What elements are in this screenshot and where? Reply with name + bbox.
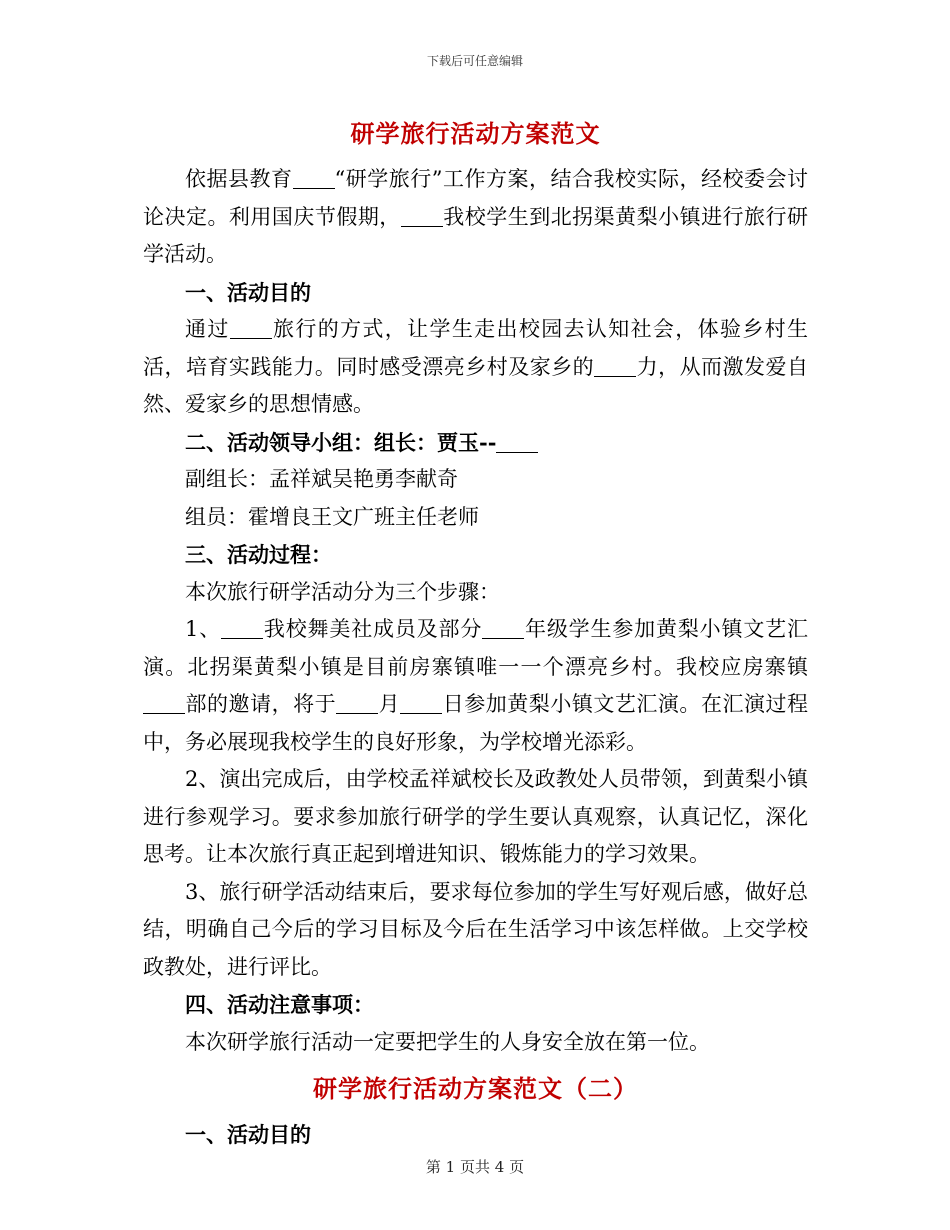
page-header: 下载后可任意编辑 <box>426 54 523 68</box>
section-heading: 一、活动目的 <box>185 279 311 305</box>
intro-paragraph <box>143 161 808 274</box>
section-heading: 四、活动注意事项： <box>185 992 374 1017</box>
vice-leader-line: 副组长：孟祥斌吴艳勇李献奇 <box>185 467 458 491</box>
section-heading: 三、活动过程： <box>185 542 332 567</box>
document-body <box>143 108 808 1154</box>
text-run: 二、活动领导小组：组长：贾玉-- <box>185 429 497 455</box>
text-run: 力，从而激发爱自然、爱家乡的思想情感。 <box>143 354 809 416</box>
text-run: 我校学生到北拐渠黄梨小镇进行旅行研学活动。 <box>143 204 809 266</box>
text-run: 日参加黄梨小镇文艺汇演。在汇演过程中，务必展现我校学生的良好形象，为学校增光添彩。 <box>143 692 809 754</box>
fill-blank <box>482 618 524 639</box>
text-run: 通过 <box>185 317 230 341</box>
text-run: 旅行的方式，让学生走出校园去认知社会，体验乡村生活，培育实践能力。同时感受漂亮乡村及家乡的 <box>143 317 809 379</box>
text-run: 月 <box>378 692 401 716</box>
step-3-paragraph: 3、旅行研学活动结束后，要求每位参加的学生写好观后感，做好总结，明确自己今后的学习目标及今后在生活学习中该怎样做。上交学校政教处，进行评比。 <box>143 879 808 979</box>
fill-blank <box>400 693 442 714</box>
fill-blank <box>496 432 538 453</box>
fill-blank <box>594 356 636 377</box>
fill-blank <box>401 206 443 227</box>
purpose-paragraph <box>143 311 808 424</box>
text-run: “研学旅行”工作方案，结合我校实际，经校委会讨论决定。利用国庆节假期， <box>143 167 808 229</box>
text-run: 依据县教育 <box>185 167 293 191</box>
fill-blank <box>336 693 378 714</box>
step-2-paragraph: 2、演出完成后，由学校孟祥斌校长及政教处人员带领，到黄梨小镇进行参观学习。要求参加旅行研学的学生要认真观察，认真记忆，深化思考。让本次旅行真正起到增进知识、锻炼能力的学习效果。 <box>143 767 808 866</box>
document-title: 研学旅行活动方案范文 <box>350 119 601 148</box>
section-heading <box>143 424 808 462</box>
section-heading: 一、活动目的 <box>185 1122 311 1147</box>
fill-blank <box>293 168 335 189</box>
fill-blank <box>143 693 185 714</box>
text-run: 1、 <box>185 617 222 641</box>
step-1-paragraph <box>143 611 808 761</box>
text-run: 部的邀请，将于 <box>185 692 337 716</box>
fill-blank <box>230 318 272 339</box>
page-footer: 第 1 页共 4 页 <box>425 1158 525 1176</box>
members-line: 组员：霍增良王文广班主任老师 <box>185 504 479 529</box>
notice-paragraph: 本次研学旅行活动一定要把学生的人身安全放在第一位。 <box>185 1029 710 1054</box>
second-document-title: 研学旅行活动方案范文（二） <box>313 1074 638 1103</box>
text-run: 年级学生参加黄梨小镇文艺汇演。北拐渠黄梨小镇是目前房寨镇唯一一个漂亮乡村。我校应房寨镇 <box>143 617 808 679</box>
steps-intro: 本次旅行研学活动分为三个步骤： <box>185 579 500 604</box>
fill-blank <box>221 618 263 639</box>
text-run: 我校舞美社成员及部分 <box>263 617 483 641</box>
